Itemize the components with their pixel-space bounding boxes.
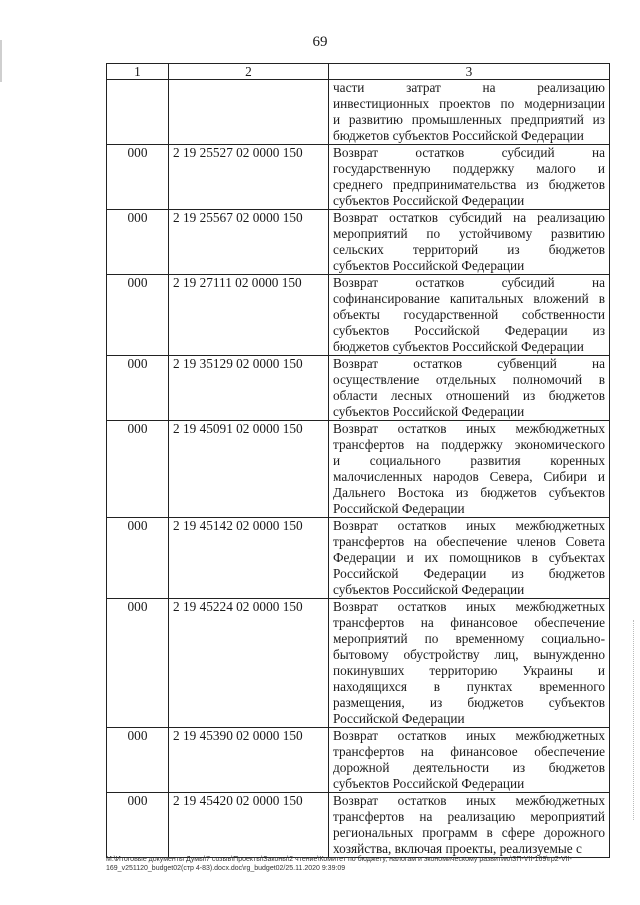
page-number: 69 xyxy=(312,34,328,50)
description-line: хозяйства, включая проекты, реализуемые с xyxy=(333,841,582,856)
description-line: малочисленных народов Севера, Сибири и xyxy=(333,469,605,484)
description-line: субъектов Российской Федерации xyxy=(333,404,525,419)
table-row xyxy=(107,793,610,858)
description-line: бюджетов субъектов Российской Федерации xyxy=(333,128,584,143)
description-cell xyxy=(329,728,610,793)
description-line: и развитию промышленных предприятий из xyxy=(333,112,605,127)
budget-code-cell: 2 19 25567 02 0000 150 xyxy=(169,210,329,275)
table-row xyxy=(107,80,610,145)
description-line: субъектов Российской Федерации xyxy=(333,776,525,791)
description-cell xyxy=(329,80,610,145)
description-line: трансфертов на обеспечение членов Совета xyxy=(333,534,605,549)
description-line: находящихся в пунктах временного xyxy=(333,679,605,694)
description-line: мероприятий по устойчивому развитию xyxy=(333,226,605,241)
description-line: софинансирование капитальных вложений в xyxy=(333,291,605,306)
description-line: Возврат остатков иных межбюджетных xyxy=(333,599,605,614)
budget-code-cell xyxy=(169,80,329,145)
table-row xyxy=(107,518,610,599)
admin-code-cell: 000 xyxy=(107,210,169,275)
admin-code-cell: 000 xyxy=(107,599,169,728)
description-line: Возврат остатков субсидий на реализацию xyxy=(333,210,605,225)
description-line: дорожной деятельности из бюджетов xyxy=(333,760,605,775)
description-line: осуществление отдельных полномочий в xyxy=(333,372,605,387)
description-line: трансфертов на реализацию мероприятий xyxy=(333,809,605,824)
description-line: Федерации и их помощников в субъектах xyxy=(333,550,605,565)
budget-code-cell: 2 19 27111 02 0000 150 xyxy=(169,275,329,356)
table-row xyxy=(107,728,610,793)
description-line: Дальнего Востока из бюджетов субъектов xyxy=(333,485,605,500)
description-cell xyxy=(329,518,610,599)
description-line: Российской Федерации xyxy=(333,501,465,516)
description-line: Возврат остатков иных межбюджетных xyxy=(333,421,605,436)
description-line: Возврат остатков иных межбюджетных xyxy=(333,793,605,808)
budget-code-cell: 2 19 45091 02 0000 150 xyxy=(169,421,329,518)
description-line: государственную поддержку малого и xyxy=(333,161,605,176)
description-line: Возврат остатков субсидий на xyxy=(333,145,605,160)
description-cell xyxy=(329,145,610,210)
scan-margin-dots xyxy=(632,620,634,820)
description-line: среднего предпринимательства из бюджетов xyxy=(333,177,605,192)
admin-code-cell: 000 xyxy=(107,421,169,518)
description-line: региональных программ в сфере дорожного xyxy=(333,825,605,840)
description-cell xyxy=(329,421,610,518)
table-row xyxy=(107,275,610,356)
budget-code-cell: 2 19 45420 02 0000 150 xyxy=(169,793,329,858)
description-cell xyxy=(329,356,610,421)
column-header-3: 3 xyxy=(329,64,610,80)
budget-code-cell: 2 19 35129 02 0000 150 xyxy=(169,356,329,421)
description-line: трансфертов на финансовое обеспечение xyxy=(333,615,605,630)
description-line: области лесных отношений из бюджетов xyxy=(333,388,605,403)
description-line: покинувших территорию Украины и xyxy=(333,663,605,678)
description-line: субъектов Российской Федерации xyxy=(333,258,525,273)
description-line: бытовому обустройству лиц, вынужденно xyxy=(333,647,605,662)
table-row xyxy=(107,145,610,210)
description-line: мероприятий по временному социально- xyxy=(333,631,605,646)
description-line: Возврат остатков иных межбюджетных xyxy=(333,518,605,533)
description-line: трансфертов на поддержку экономического xyxy=(333,437,605,452)
admin-code-cell xyxy=(107,80,169,145)
description-line: размещения, из бюджетов субъектов xyxy=(333,695,605,710)
description-line: Российской Федерации из бюджетов xyxy=(333,566,605,581)
description-line: инвестиционных проектов по модернизации xyxy=(333,96,605,111)
description-line: субъектов Российской Федерации из xyxy=(333,323,605,338)
description-cell xyxy=(329,599,610,728)
description-line: Российской Федерации xyxy=(333,711,465,726)
admin-code-cell: 000 xyxy=(107,728,169,793)
budget-code-cell: 2 19 45390 02 0000 150 xyxy=(169,728,329,793)
description-line: Возврат остатков иных межбюджетных xyxy=(333,728,605,743)
admin-code-cell: 000 xyxy=(107,793,169,858)
budget-code-cell: 2 19 25527 02 0000 150 xyxy=(169,145,329,210)
table-row xyxy=(107,356,610,421)
description-cell xyxy=(329,793,610,858)
table-row xyxy=(107,421,610,518)
table-row xyxy=(107,210,610,275)
description-line: объекты государственной собственности xyxy=(333,307,605,322)
description-line: части затрат на реализацию xyxy=(333,80,605,95)
description-line: бюджетов субъектов Российской Федерации xyxy=(333,339,584,354)
description-line: Возврат остатков субсидий на xyxy=(333,275,605,290)
column-header-1: 1 xyxy=(107,64,169,80)
description-line: Возврат остатков субвенций на xyxy=(333,356,605,371)
description-cell xyxy=(329,210,610,275)
admin-code-cell: 000 xyxy=(107,145,169,210)
description-line: трансфертов на финансовое обеспечение xyxy=(333,744,605,759)
description-line: и социального развития коренных xyxy=(333,453,605,468)
budget-code-cell: 2 19 45224 02 0000 150 xyxy=(169,599,329,728)
description-line: сельских территорий из бюджетов xyxy=(333,242,605,257)
table-header-row xyxy=(107,64,610,80)
admin-code-cell: 000 xyxy=(107,518,169,599)
description-line: субъектов Российской Федерации xyxy=(333,582,525,597)
budget-code-cell: 2 19 45142 02 0000 150 xyxy=(169,518,329,599)
description-cell xyxy=(329,275,610,356)
column-header-2: 2 xyxy=(169,64,329,80)
document-path-footer: M:\Итоговые документы Думы\7 созыв\Проекты\Законы\2 чтение\Комитет по бюджету, налогам и экономическому развитию\ЗП-VII-169\гр2-VII-169_v251120_budget02(стр 4-83).docx.doc\rg_budget02/25.11.2020 9:39:09 xyxy=(106,856,572,872)
budget-code-table xyxy=(106,63,610,858)
description-line: субъектов Российской Федерации xyxy=(333,193,525,208)
table-row xyxy=(107,599,610,728)
admin-code-cell: 000 xyxy=(107,275,169,356)
admin-code-cell: 000 xyxy=(107,356,169,421)
